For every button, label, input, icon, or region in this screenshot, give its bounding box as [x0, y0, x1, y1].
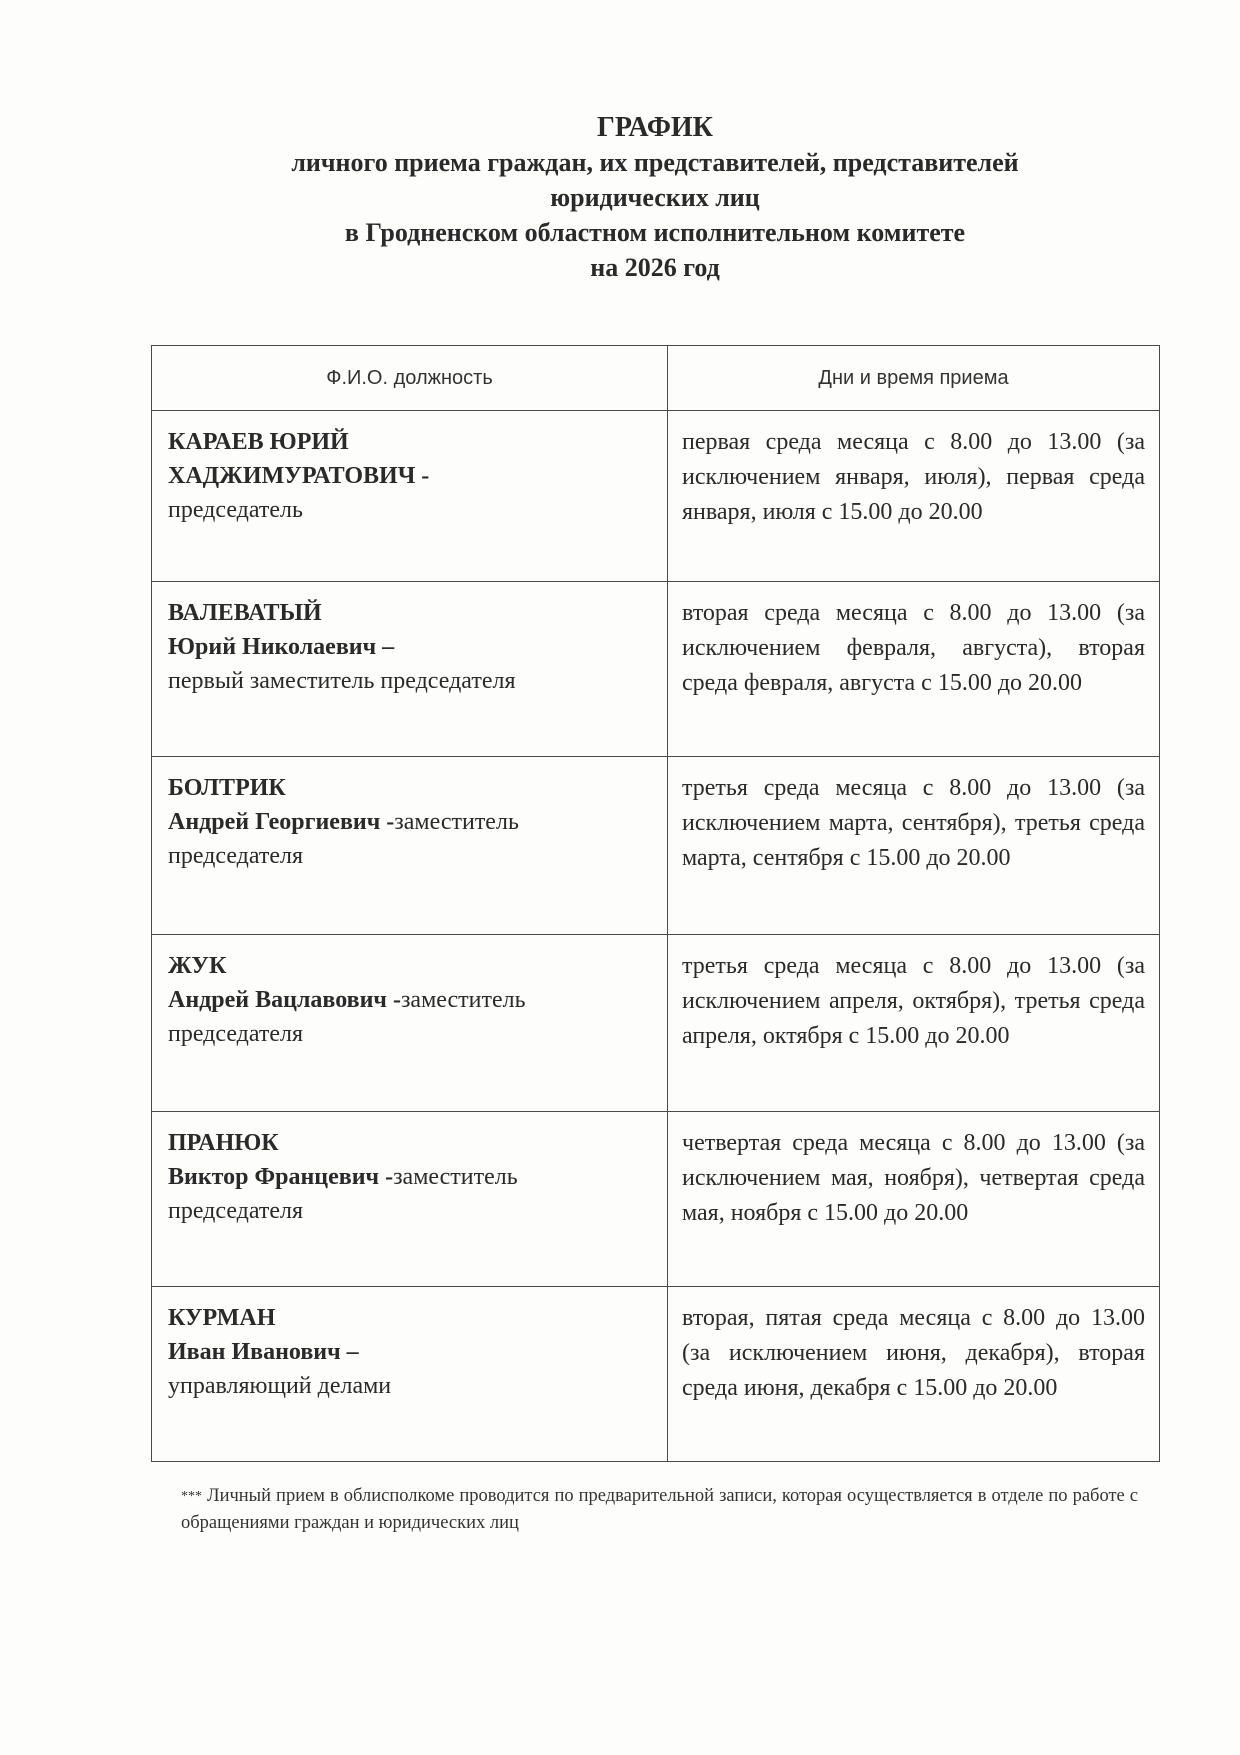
reception-schedule-table [151, 345, 1160, 1462]
official-surname: ВАЛЕВАТЫЙ [168, 600, 322, 626]
official-given-name: Андрей Вацлавович - [168, 987, 401, 1013]
official-surname: КУРМАН [168, 1305, 276, 1331]
official-surname: БОЛТРИК [168, 775, 286, 801]
official-given-name: Иван Иванович – [168, 1339, 359, 1365]
official-given-name: ХАДЖИМУРАТОВИЧ - [168, 463, 430, 489]
table-row [152, 582, 1160, 757]
official-cell [152, 411, 668, 582]
schedule-cell: вторая, пятая среда месяца с 8.00 до 13.00 (за исключением июня, декабря), вторая среда июня, декабря с 15.00 до 20.00 [668, 1287, 1160, 1462]
table-row [152, 935, 1160, 1112]
schedule-cell: четвертая среда месяца с 8.00 до 13.00 (за исключением мая, ноября), четвертая среда мая, ноября с 15.00 до 20.00 [668, 1112, 1160, 1287]
column-header-name-position: Ф.И.О. должность [152, 346, 668, 411]
schedule-cell: первая среда месяца с 8.00 до 13.00 (за исключением января, июля), первая среда января, июля с 15.00 до 20.00 [668, 411, 1160, 582]
official-cell [152, 582, 668, 757]
official-position: председатель [168, 497, 303, 523]
table-row [152, 411, 1160, 582]
subtitle-line: юридических лиц [550, 183, 760, 212]
official-surname: КАРАЕВ ЮРИЙ [168, 429, 349, 455]
footnote-text: Личный прием в облисполкоме проводится по предварительной записи, которая осуществляется в отделе по работе с обращениями граждан и юридических лиц [181, 1486, 1138, 1533]
official-surname: ПРАНЮК [168, 1130, 279, 1156]
footnote-marker: *** [181, 1489, 202, 1504]
official-surname: ЖУК [168, 953, 227, 979]
official-given-name: Виктор Францевич - [168, 1164, 394, 1190]
official-cell [152, 1112, 668, 1287]
official-given-name: Андрей Георгиевич - [168, 809, 395, 835]
official-position: управляющий делами [168, 1373, 392, 1399]
official-cell [152, 1287, 668, 1462]
subtitle-line: в Гродненском областном исполнительном комитете [344, 218, 966, 247]
official-position: заместитель председателя [168, 987, 526, 1047]
schedule-cell: вторая среда месяца с 8.00 до 13.00 (за исключением февраля, августа), вторая среда февраля, августа с 15.00 до 20.00 [668, 582, 1160, 757]
table-row [152, 1287, 1160, 1462]
table-row [152, 1112, 1160, 1287]
official-cell [152, 757, 668, 935]
footnote [181, 1483, 1138, 1537]
official-position: заместитель председателя [168, 1164, 518, 1224]
schedule-cell: третья среда месяца с 8.00 до 13.00 (за исключением марта, сентября), третья среда марта, сентября с 15.00 до 20.00 [668, 757, 1160, 935]
column-header-days-time: Дни и время приема [668, 346, 1160, 411]
official-cell [152, 935, 668, 1112]
table-row [152, 757, 1160, 935]
table-header-row [152, 346, 1160, 411]
official-position: заместитель председателя [168, 809, 519, 869]
official-position: первый заместитель председателя [168, 668, 516, 694]
document-title-block [150, 110, 1160, 285]
official-given-name: Юрий Николаевич – [168, 634, 395, 660]
subtitle-line: личного приема граждан, их представителей, представителей [291, 148, 1019, 177]
subtitle-year: на 2026 год [590, 253, 720, 282]
document-title: ГРАФИК [597, 112, 713, 143]
schedule-cell: третья среда месяца с 8.00 до 13.00 (за исключением апреля, октября), третья среда апреля, октября с 15.00 до 20.00 [668, 935, 1160, 1112]
